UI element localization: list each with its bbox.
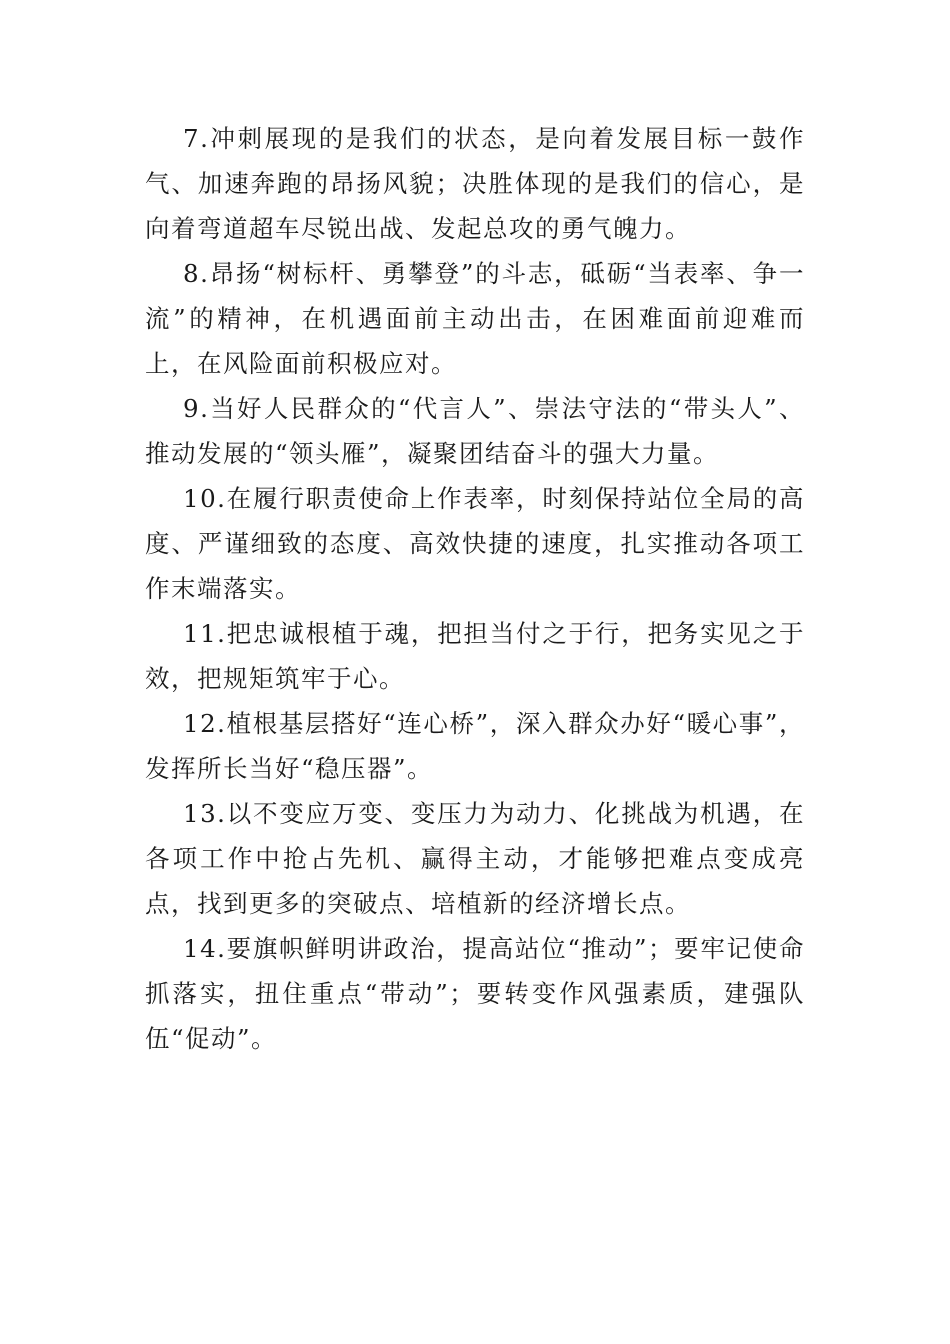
- paragraph-10: 10.在履行职责使命上作表率，时刻保持站位全局的高度、严谨细致的态度、高效快捷的速度，扎实推动各项工作末端落实。: [145, 484, 805, 603]
- paragraph-13: 13.以不变应万变、变压力为动力、化挑战为机遇，在各项工作中抢占先机、赢得主动，才能够把难点变成亮点，找到更多的突破点、培植新的经济增长点。: [145, 799, 805, 918]
- paragraph-14: 14.要旗帜鲜明讲政治，提高站位“推动”；要牢记使命抓落实，扭住重点“带动”；要转变作风强素质，建强队伍“促动”。: [145, 934, 805, 1053]
- paragraph-12: 12.植根基层搭好“连心桥”，深入群众办好“暖心事”，发挥所长当好“稳压器”。: [145, 709, 805, 783]
- paragraph-9: 9.当好人民群众的“代言人”、崇法守法的“带头人”、推动发展的“领头雁”，凝聚团结奋斗的强大力量。: [145, 394, 805, 468]
- document-page: [145, 116, 805, 1061]
- paragraph-8: 8.昂扬“树标杆、勇攀登”的斗志，砥砺“当表率、争一流”的精神，在机遇面前主动出击，在困难面前迎难而上，在风险面前积极应对。: [145, 259, 805, 378]
- paragraph-7: 7.冲刺展现的是我们的状态，是向着发展目标一鼓作气、加速奔跑的昂扬风貌；决胜体现的是我们的信心，是向着弯道超车尽锐出战、发起总攻的勇气魄力。: [145, 124, 805, 243]
- paragraph-11: 11.把忠诚根植于魂，把担当付之于行，把务实见之于效，把规矩筑牢于心。: [145, 619, 805, 693]
